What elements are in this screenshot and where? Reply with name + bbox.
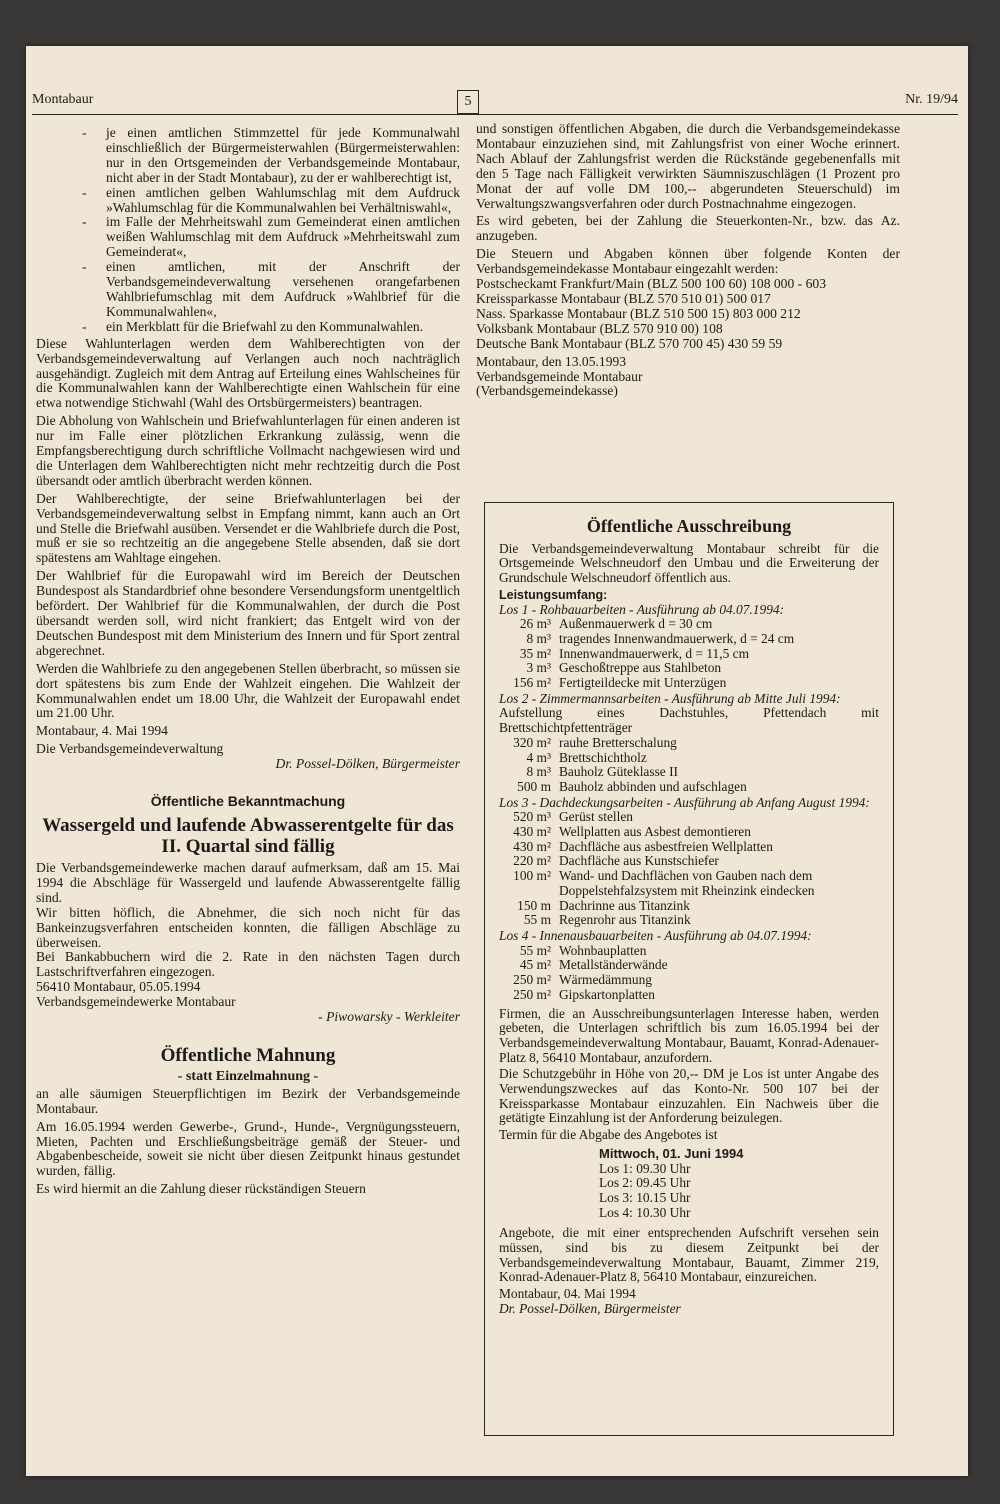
paragraph: Die Verbandsgemeindewerke machen darauf aufmerksam, daß am 15. Mai 1994 die Abschläge für Wassergeld und laufende Abwasserentgelte fällig sind. (36, 859, 460, 905)
dateline: Montabaur, 04. Mai 1994 (499, 1286, 636, 1302)
table-row (499, 869, 879, 898)
quantity: 430 m² (513, 824, 551, 840)
account-line: Postscheckamt Frankfurt/Main (BLZ 500 100 60) 108 000 - 603 (476, 276, 826, 292)
quantity: 156 m² (513, 675, 551, 691)
item-desc: Wand- und Dachflächen von Gauben nach dem Doppelstehfalzsystem mit Rheinzink eindecken (559, 868, 815, 898)
signature: - Piwowarsky - Werkleiter (318, 1009, 460, 1025)
section-kicker: Öffentliche Bekanntmachung (150, 793, 346, 810)
item-desc: Bauholz Güteklasse II (559, 764, 678, 780)
item-desc: Dachfläche aus Kunstschiefer (559, 853, 719, 869)
paragraph: Der Wahlberechtigte, der seine Briefwahlunterlagen bei der Verbandsgemeindeverwaltung selbst in Empfang nimmt, kann auch an Ort und Stelle die Briefwahl ausüben. Versendet er die Wahlbriefe durch die Post, muß er sie so rechtzeitig an die angegebene Stelle absenden, daß sie dort spätestens am Wahltage eingehen. (36, 490, 460, 566)
lot-text: Aufstellung eines Dachstuhles, Pfettendach mit Brettschichtpfettenträger (499, 705, 879, 736)
ballot-list (36, 126, 460, 335)
organization-sub: (Verbandsgemeindekasse) (476, 383, 618, 399)
paragraph: Der Wahlbrief für die Europawahl wird im Bereich der Deutschen Bundespost als Standardbrief ohne besondere Versendungsform unentgeltlich befördert. Der Wahlbrief für die Kommunalwahlen, der durch die Post übersandt werden soll, wird nicht frankiert; das Entgelt wird von der Deutschen Bundespost mit dem Ministerium des Innern und für Sport zentral abgerechnet. (36, 568, 460, 658)
quantity: 320 m² (513, 734, 551, 750)
table-row (499, 854, 879, 869)
table-row (499, 958, 668, 973)
item-desc: Wellplatten aus Asbest demontieren (559, 824, 751, 840)
paragraph: Die Abholung von Wahlschein und Briefwahlunterlagen für einen anderen ist nur im Falle einer plötzlichen Erkrankung zulässig, wenn die Empfangsberechtigung durch schriftliche Vollmacht nachgewiesen wird und die Unterlagen dem Wahlberechtigten nicht mehr rechtzeitig durch die Post übersandt oder amtlich überbracht werden können. (36, 413, 460, 488)
quantity: 55 m² (519, 942, 551, 958)
paragraph: Termin für die Abgabe des Angebotes ist (499, 1127, 718, 1143)
quantity: 3 m³ (526, 660, 551, 676)
lot-items (499, 617, 794, 691)
section-subtitle: - statt Einzelmahnung - (177, 1068, 319, 1084)
quantity: 250 m² (513, 972, 551, 988)
item-desc: Dachrinne aus Titanzink (559, 897, 690, 913)
left-column (36, 126, 460, 1200)
quantity: 220 m² (513, 853, 551, 869)
quantity: 45 m² (519, 957, 551, 973)
item-desc: Bauholz abbinden und aufschlagen (559, 778, 747, 794)
quantity: 500 m (517, 778, 551, 794)
table-row (499, 810, 879, 825)
table-row (499, 913, 879, 928)
paragraph: Die Steuern und Abgaben können über folgende Konten der Verbandsgemeindekasse Montabaur eingezahlt werden: (476, 246, 900, 277)
account-line: Kreissparkasse Montabaur (BLZ 570 510 01) 500 017 (476, 290, 771, 306)
quantity: 8 m³ (526, 630, 551, 646)
tender-box (484, 502, 894, 1436)
item-desc: Regenrohr aus Titanzink (559, 912, 691, 928)
quantity: 100 m² (513, 868, 551, 884)
item-desc: Wohnbauplatten (559, 942, 647, 958)
quantity: 430 m² (513, 838, 551, 854)
dateline: Montabaur, 4. Mai 1994 (36, 723, 168, 739)
item-desc: Wärmedämmung (559, 972, 652, 988)
lot-title: Los 4 - Innenausbauarbeiten - Ausführung ab 04.07.1994: (499, 927, 812, 943)
table-row (499, 988, 668, 1003)
quantity: 26 m³ (519, 616, 551, 632)
quantity: 35 m² (519, 645, 551, 661)
issue-number: Nr. 19/94 (905, 92, 958, 107)
list-item: - im Falle der Mehrheitswahl zum Gemeinderat einen amtlichen weißen Wahlumschlag mit dem Aufdruck »Mehrheitswahl zum Gemeinderat«, (106, 215, 460, 260)
item-desc: Gipskartonplatten (559, 986, 655, 1002)
paragraph: Diese Wahlunterlagen werden dem Wahlberechtigten von der Verbandsgemeindeverwaltung auf Verlangen auch noch nachträglich ausgehändigt. Zugleich mit dem Antrag auf Erteilung eines Wahlscheines für die Kommunalwahlen kann der Wahlberechtigte einen Wahlschein für eine etwa notwendige Stichwahl (Wahl des Ortsbürgermeisters) beantragen. (36, 335, 460, 411)
organization: Verbandsgemeindewerke Montabaur (36, 994, 236, 1010)
paragraph: Angebote, die mit einer entsprechenden Aufschrift versehen sein müssen, sind bis zu diesem Zeitpunkt bei der Verbandsgemeindeverwaltung Montabaur, Bauamt, Zimmer 219, Konrad-Adenauer-Platz 8, 56410 Montabaur, einzureichen. (499, 1225, 879, 1285)
lot-title: Los 3 - Dachdeckungsarbeiten - Ausführung ab Anfang August 1994: (499, 794, 870, 810)
deadline-block (499, 1147, 879, 1221)
table-row (499, 780, 747, 795)
item-desc: Brettschichtholz (559, 749, 647, 765)
item-desc: Innenwandmauerwerk, d = 11,5 cm (559, 645, 749, 661)
table-row (499, 632, 794, 647)
quantity: 4 m³ (526, 749, 551, 765)
scope-label: Leistungsumfang: (499, 587, 608, 602)
quantity: 150 m (517, 897, 551, 913)
deadline-time: Los 2: 09.45 Uhr (599, 1175, 691, 1191)
account-line: Deutsche Bank Montabaur (BLZ 570 700 45) 430 59 59 (476, 335, 783, 351)
paragraph: Es wird hiermit an die Zahlung dieser rückständigen Steuern (36, 1181, 366, 1197)
paragraph: Bei Bankabbuchern wird die 2. Rate in den nächsten Tagen durch Lastschriftverfahren eingezogen. (36, 949, 460, 980)
item-desc: Außenmauerwerk d = 30 cm (559, 616, 713, 632)
tender-intro: Die Verbandsgemeindeverwaltung Montabaur schreibt für die Ortsgemeinde Welschneudorf den Umbau und die Erweiterung der Grundschule Welschneudorf öffentlich aus. (499, 540, 879, 586)
right-column (476, 122, 900, 399)
quantity: 520 m³ (513, 809, 551, 825)
quantity: 55 m (523, 912, 551, 928)
item-desc: Geschoßtreppe aus Stahlbeton (559, 660, 722, 676)
header-town: Montabaur (32, 92, 94, 107)
quantity: 250 m² (513, 986, 551, 1002)
deadline-time: Los 4: 10.30 Uhr (599, 1204, 691, 1220)
lot-title: Los 2 - Zimmermannsarbeiten - Ausführung ab Mitte Juli 1994: (499, 690, 841, 706)
quantity: 8 m³ (526, 764, 551, 780)
section-title: Wassergeld und laufende Abwasserentgelte für das II. Quartal sind fällig (42, 814, 454, 857)
list-item: - einen amtlichen, mit der Anschrift der Verbandsgemeindeverwaltung versehenen orangefarbenen Wahlbriefumschlag mit dem Aufdruck »Wahlbrief für die Kommunalwahlen«, (106, 260, 460, 320)
tender-title: Öffentliche Ausschreibung (586, 516, 792, 536)
paragraph: Am 16.05.1994 werden Gewerbe-, Grund-, Hunde-, Vergnügungssteuern, Mieten, Pachten und Erschließungsbeiträge gemäß der Steuer- und Abgabenbescheide, soweit sie nicht über diesen Zeitpunkt hinaus gestundet wurden, fällig. (36, 1118, 460, 1179)
paragraph: Werden die Wahlbriefe zu den angegebenen Stellen überbracht, so müssen sie dort spätestens bis zum Ende der Wahlzeit eingehen. Die Wahlzeit der Kommunalwahlen endet um 18.00 Uhr, die Wahlzeit der Europawahl endet um 21.00 Uhr. (36, 660, 460, 721)
table-row (499, 765, 747, 780)
paragraph: Die Schutzgebühr in Höhe von 20,-- DM je Los ist unter Angabe des Verwendungszweckes auf das Konto-Nr. 500 107 bei der Kreissparkasse Montabaur einzuzahlen. Ein Nachweis über die getätigte Einzahlung ist der Anforderung beizulegen. (499, 1066, 879, 1126)
table-row (499, 973, 668, 988)
table-row (499, 617, 794, 632)
item-desc: Dachfläche aus asbestfreien Wellplatten (559, 838, 773, 854)
dateline: Montabaur, den 13.05.1993 (476, 353, 627, 369)
item-desc: Gerüst stellen (559, 809, 634, 825)
lot-items (499, 944, 668, 1003)
table-row (499, 944, 668, 959)
item-desc: Metallständerwände (559, 957, 668, 973)
deadline-date: Mittwoch, 01. Juni 1994 (599, 1145, 744, 1161)
item-desc: Fertigteildecke mit Unterzügen (559, 675, 727, 691)
table-row (499, 661, 794, 676)
lot-items (499, 736, 747, 795)
item-desc: tragendes Innenwandmauerwerk, d = 24 cm (559, 630, 795, 646)
table-row (499, 825, 879, 840)
page-number: 5 (457, 90, 479, 114)
lot-items (499, 810, 879, 928)
list-item: - ein Merkblatt für die Briefwahl zu den Kommunalwahlen. (106, 320, 460, 335)
table-row (499, 676, 794, 691)
paragraph: und sonstigen öffentlichen Abgaben, die durch die Verbandsgemeindekasse Montabaur einzuziehen sind, mit Zahlungsfrist von einer Woche erinnert. Nach Ablauf der Zahlungsfrist werden die Rückstände gegebenenfalls mit den 5 Tage nach Fälligkeit verwirkten Säumniszuschlägen (1 Prozent pro Monat der auf volle DM 100,-- abgerundeten Steuerschuld) im Verwaltungszwangsverfahren oder durch Postnachnahme eingezogen. (476, 121, 900, 211)
organization: Verbandsgemeinde Montabaur (476, 368, 643, 384)
list-item: - einen amtlichen gelben Wahlumschlag mit dem Aufdruck »Wahlumschlag für die Kommunalwahlen bei Verhältniswahl«, (106, 186, 460, 216)
signature: Dr. Possel-Dölken, Bürgermeister (275, 756, 460, 772)
dateline: 56410 Montabaur, 05.05.1994 (36, 979, 201, 995)
deadline-time: Los 3: 10.15 Uhr (599, 1189, 691, 1205)
account-list (476, 277, 900, 352)
item-desc: rauhe Bretterschalung (559, 734, 677, 750)
paragraph: Firmen, die an Ausschreibungsunterlagen Interesse haben, werden gebeten, die Unterlagen schriftlich bis zum 16.05.1994 bei der Verbandsgemeindeverwaltung Montabaur, Bauamt, Konrad-Adenauer-Platz 8, 56410 Montabaur, anzufordern. (499, 1005, 879, 1065)
organization: Die Verbandsgemeindeverwaltung (36, 741, 224, 757)
account-line: Nass. Sparkasse Montabaur (BLZ 510 500 15) 803 000 212 (476, 305, 801, 321)
paragraph: an alle säumigen Steuerpflichtigen im Bezirk der Verbandsgemeinde Montabaur. (36, 1085, 460, 1116)
section-title: Öffentliche Mahnung (160, 1044, 336, 1066)
newspaper-page (26, 46, 968, 1476)
deadline-time: Los 1: 09.30 Uhr (599, 1160, 691, 1176)
table-row (499, 840, 879, 855)
table-row (499, 736, 747, 751)
signature: Dr. Possel-Dölken, Bürgermeister (499, 1300, 681, 1316)
table-row (499, 647, 794, 662)
paragraph: Wir bitten höflich, die Abnehmer, die sich noch nicht für das Bankeinzugsverfahren entscheiden konnten, die fälligen Abschläge zu überweisen. (36, 904, 460, 950)
list-item: - je einen amtlichen Stimmzettel für jede Kommunalwahl einschließlich der Bürgermeisterwahlen (Bürgermeisterwahlen: nur in den Ortsgemeinden der Verbandsgemeinde Montabaur, nicht aber in der Stadt Montabaur), zu der er wahlberechtigt ist, (106, 126, 460, 186)
account-line: Volksbank Montabaur (BLZ 570 910 00) 108 (476, 320, 723, 336)
paragraph: Es wird gebeten, bei der Zahlung die Steuerkonten-Nr., bzw. das Az. anzugeben. (476, 213, 900, 244)
table-row (499, 899, 879, 914)
closing-block (476, 355, 900, 400)
lot-title: Los 1 - Rohbauarbeiten - Ausführung ab 04.07.1994: (499, 601, 785, 617)
running-header (32, 92, 958, 115)
table-row (499, 751, 747, 766)
